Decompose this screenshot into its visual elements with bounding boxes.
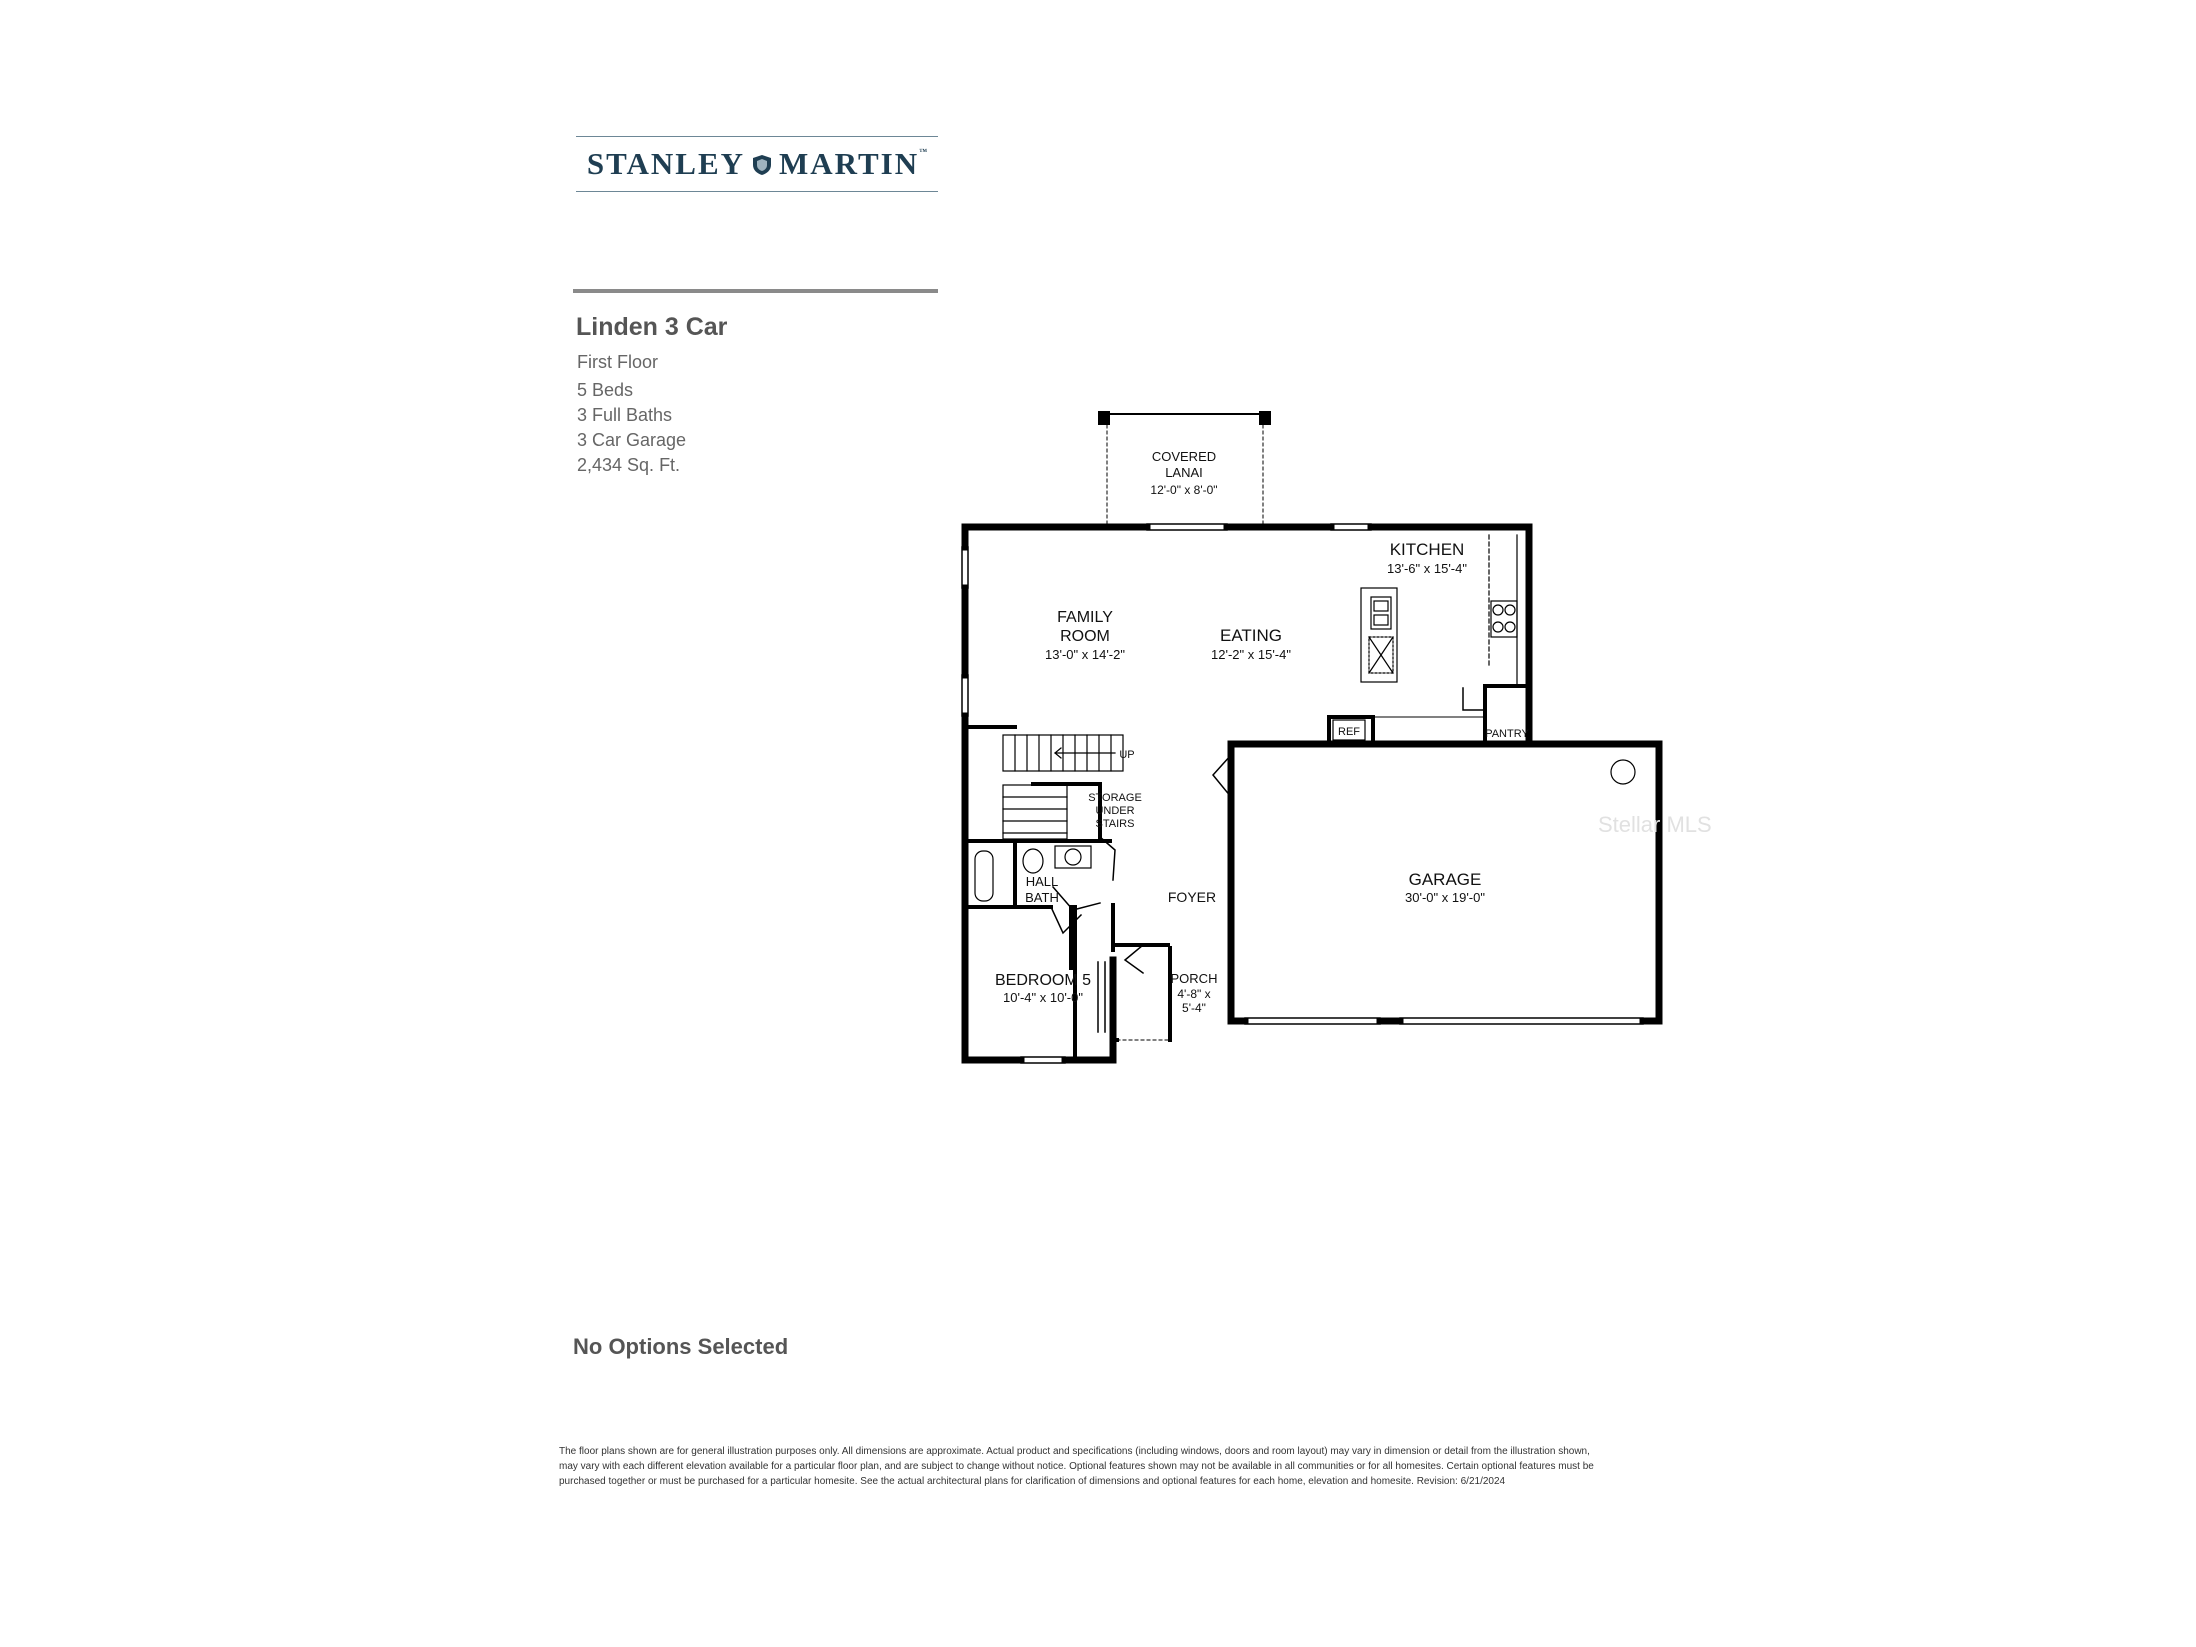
garage-dimensions: 30'-0" x 19'-0" xyxy=(1405,890,1485,905)
garage-label: GARAGE xyxy=(1408,870,1482,889)
mls-watermark: Stellar MLS xyxy=(1598,812,1712,837)
hall-bath-label-line1: HALL xyxy=(1025,874,1059,889)
spec-sqft: 2,434 Sq. Ft. xyxy=(577,455,681,475)
logo-rule-top xyxy=(576,136,938,137)
bedroom-5-label: BEDROOM 5 xyxy=(994,972,1092,989)
spec-beds: 5 Beds xyxy=(577,380,634,400)
storage-label-line1: STORAGE xyxy=(1088,792,1142,804)
foyer-label: FOYER xyxy=(1167,889,1217,905)
legal-disclaimer: The floor plans shown are for general illustration purposes only. All dimensions are approximate. Actual product and specifications (including windows, doors and room layout) may vary in dimension or detail from the illustration shown, may vary with each different elevation available for a particular floor plan, and are subject to change without notice. Optional features shown may not be available in all communities or for all homesites. Certain optional features must be purchased together or must be purchased for a particular homesite. See the actual architectural plans for clarification of dimensions and optional features for each home, elevation and homesite. Revision: 6/21/2024 xyxy=(559,1446,1594,1487)
porch-dimensions-line1: 4'-8" x xyxy=(1177,987,1211,1001)
floor-label: First Floor xyxy=(577,352,658,372)
porch-label: PORCH xyxy=(1170,971,1218,986)
spec-garage: 3 Car Garage xyxy=(577,430,687,450)
plan-specs xyxy=(577,350,686,478)
kitchen-label: KITCHEN xyxy=(1389,540,1465,559)
shield-icon xyxy=(751,154,773,176)
options-note: No Options Selected xyxy=(573,1334,789,1359)
hall-bath-label-line2: BATH xyxy=(1025,890,1059,905)
ref-label: REF xyxy=(1338,726,1360,738)
bedroom-5-dimensions: 10'-4" x 10'-0" xyxy=(1003,990,1083,1005)
header-divider xyxy=(573,289,938,293)
family-room-dimensions: 13'-0" x 14'-2" xyxy=(1045,647,1125,662)
lanai-label-line1: COVERED xyxy=(1151,449,1217,464)
storage-label-line3: STAIRS xyxy=(1095,818,1135,830)
pantry-label: PANTRY xyxy=(1485,728,1529,740)
logo-rule-bottom xyxy=(576,191,938,192)
logo-name-right: MARTIN xyxy=(779,146,920,181)
floor-plan xyxy=(955,405,1675,1085)
trademark-mark: ™ xyxy=(919,147,928,156)
family-room-label-line1: FAMILY xyxy=(1057,609,1113,626)
kitchen-dimensions: 13'-6" x 15'-4" xyxy=(1387,561,1467,576)
plan-walls xyxy=(962,411,1659,1063)
logo-wordmark xyxy=(576,148,938,179)
storage-label-line2: UNDER xyxy=(1095,805,1135,817)
spec-baths: 3 Full Baths xyxy=(577,405,673,425)
family-room-label-line2: ROOM xyxy=(1060,628,1110,645)
eating-dimensions: 12'-2" x 15'-4" xyxy=(1211,647,1291,662)
eating-label: EATING xyxy=(1219,626,1283,645)
logo-name-left: STANLEY xyxy=(586,146,746,181)
stairs-up-label: UP xyxy=(1119,749,1135,761)
brand-logo xyxy=(576,136,938,192)
lanai-dimensions: 12'-0" x 8'-0" xyxy=(1150,483,1218,497)
porch-dimensions-line2: 5'-4" xyxy=(1182,1001,1206,1015)
lanai-label-line2: LANAI xyxy=(1165,465,1203,480)
plan-title: Linden 3 Car xyxy=(576,313,728,341)
